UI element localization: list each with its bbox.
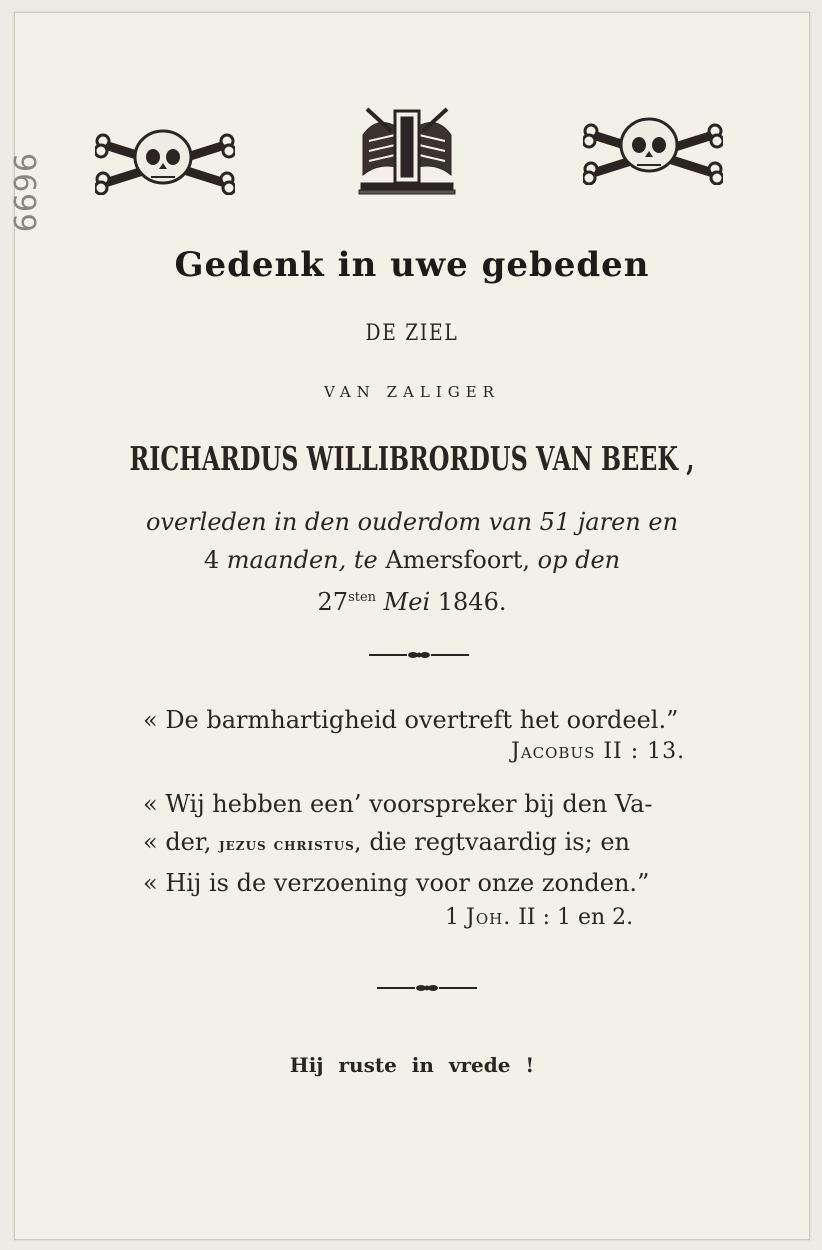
info-months-number: 4 — [203, 546, 220, 574]
info-op-den: op den — [537, 546, 621, 574]
skull-crossbones-icon — [95, 125, 235, 195]
ornament-divider — [377, 983, 477, 993]
quote-2-line-1: « Wij hebben een’ voorspreker bij den Va- — [143, 790, 653, 818]
quote-2-ref-joh: Joh. — [466, 905, 512, 930]
quote-1-text: « De barmhartigheid overtreft het oordeel.” — [143, 706, 679, 734]
gothic-heading: Gedenk in uwe gebeden — [174, 245, 650, 285]
death-info — [15, 503, 809, 621]
quote-2 — [143, 785, 743, 902]
info-place: Amersfoort, — [385, 546, 531, 574]
info-te: te — [353, 546, 378, 574]
info-day: 27 — [317, 588, 349, 616]
quote-2-ref-a: 1 — [445, 905, 459, 930]
quote-2-ref-b: II : 1 en 2. — [518, 905, 634, 930]
inventory-number: 9699 — [6, 153, 41, 234]
quote-2-line-2a: « der, — [143, 828, 212, 856]
info-day-suffix: sten — [348, 590, 377, 605]
ornament-divider — [369, 650, 469, 660]
de-ziel-line: DE ZIEL — [365, 321, 459, 346]
closing-line: Hij ruste in vrede ! — [289, 1053, 535, 1077]
info-year: 1846. — [437, 588, 507, 616]
ornament-row — [15, 105, 809, 205]
info-months-word: maanden, — [226, 546, 347, 574]
info-month: Mei — [383, 588, 431, 616]
quote-1-reference: Jacobus II : 13. — [511, 739, 686, 764]
van-zaliger-line: VAN ZALIGER — [324, 383, 500, 401]
memorial-card — [6, 12, 810, 1240]
quote-2-jezus-christus: jezus christus, — [218, 835, 362, 855]
quote-2-line-2b: die regtvaardig is; en — [369, 828, 630, 856]
info-line-1: overleden in den ouderdom van 51 jaren en — [145, 508, 679, 536]
skull-crossbones-icon — [583, 115, 723, 185]
quote-2-line-3: « Hij is de verzoening voor onze zonden.” — [143, 869, 650, 897]
hourglass-emblem-icon — [357, 105, 457, 197]
quote-2-reference — [445, 905, 633, 930]
deceased-name: RICHARDUS WILLIBRORDUS VAN BEEK , — [129, 439, 695, 478]
